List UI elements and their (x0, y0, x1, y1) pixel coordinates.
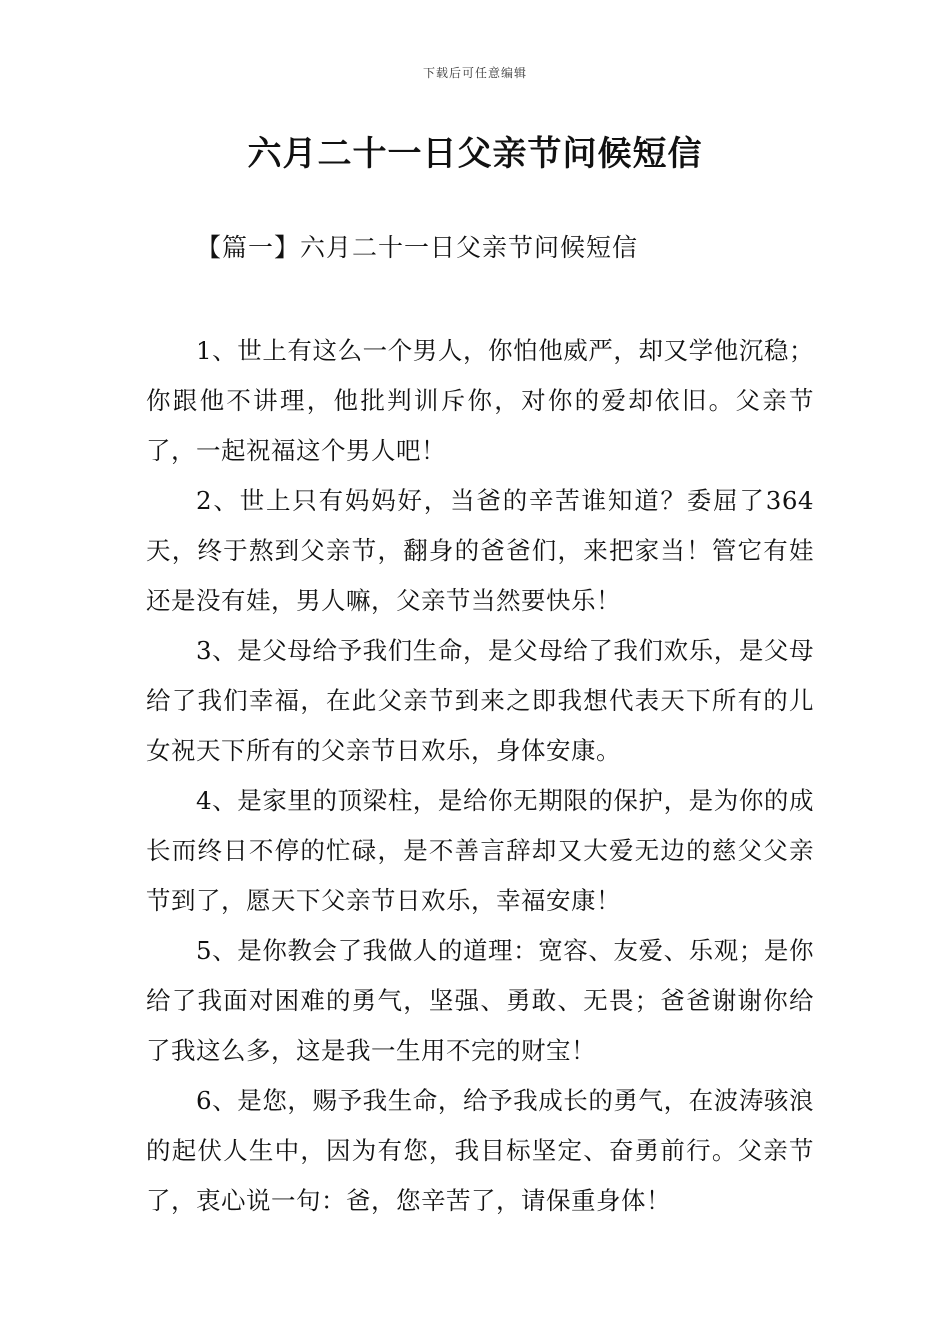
document-body (146, 326, 814, 1226)
section-heading: 【篇一】六月二十一日父亲节问候短信 (196, 233, 639, 262)
document-title: 六月二十一日父亲节问候短信 (247, 134, 703, 174)
paragraph-6: 6、是您，赐予我生命，给予我成长的勇气，在波涛骇浪的起伏人生中，因为有您，我目标坚定、奋勇前行。父亲节了，衷心说一句：爸，您辛苦了，请保重身体！ (146, 1086, 814, 1215)
paragraph-3: 3、是父母给予我们生命，是父母给了我们欢乐，是父母给了我们幸福，在此父亲节到来之即我想代表天下所有的儿女祝天下所有的父亲节日欢乐，身体安康。 (146, 636, 814, 765)
paragraph-2: 2、世上只有妈妈好，当爸的辛苦谁知道？委屈了364天，终于熬到父亲节，翻身的爸爸们，来把家当！管它有娃还是没有娃，男人嘛，父亲节当然要快乐！ (146, 486, 814, 615)
header-note: 下载后可任意编辑 (422, 66, 527, 80)
paragraph-4: 4、是家里的顶梁柱，是给你无期限的保护，是为你的成长而终日不停的忙碌，是不善言辞却又大爱无边的慈父父亲节到了，愿天下父亲节日欢乐，幸福安康！ (146, 786, 814, 915)
paragraph-1: 1、世上有这么一个男人，你怕他威严，却又学他沉稳；你跟他不讲理，他批判训斥你，对你的爱却依旧。父亲节了，一起祝福这个男人吧！ (146, 336, 814, 465)
paragraph-5: 5、是你教会了我做人的道理：宽容、友爱、乐观；是你给了我面对困难的勇气，坚强、勇敢、无畏；爸爸谢谢你给了我这么多，这是我一生用不完的财宝！ (146, 936, 814, 1065)
